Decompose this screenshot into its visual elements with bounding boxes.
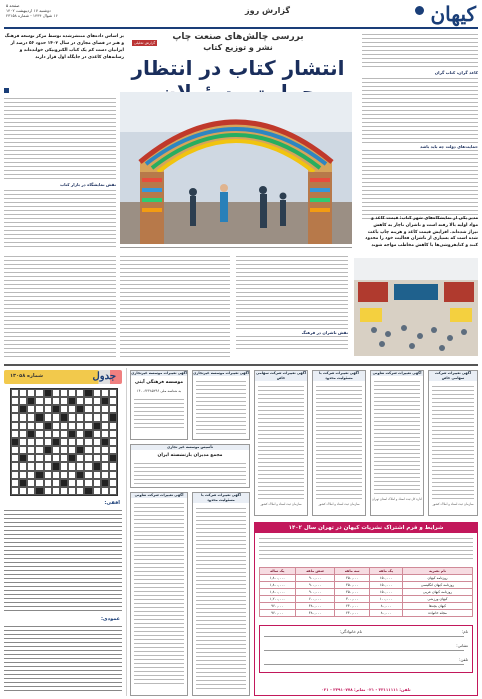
ad-org-name: موسسه فرهنگی آیتی <box>135 380 183 385</box>
table-cell: ۲۴۰,۰۰۰ <box>335 610 369 617</box>
ad-box-col-4 <box>428 370 478 516</box>
vertical-clues <box>4 624 122 694</box>
table-cell: ۱,۸۰۰,۰۰۰ <box>260 575 296 582</box>
book-arch-photo <box>120 92 352 244</box>
ad-body <box>134 461 246 485</box>
ad-body <box>432 384 474 502</box>
ad-heading: آگهی تغییرات موسسه غیرتجاری <box>193 371 249 375</box>
ad-body <box>134 397 184 431</box>
ad-heading: آگهی تغییرات شرکت با مسئولیت محدود <box>193 493 249 503</box>
photo-caption <box>120 245 352 251</box>
second-photo <box>354 258 478 356</box>
table-cell: ۴۵۰,۰۰۰ <box>335 575 369 582</box>
table-row <box>260 596 473 603</box>
book-fair-photo <box>354 258 478 356</box>
ad-box-center-a <box>192 370 250 440</box>
kicker-2: نشر و توزیع کتاب <box>203 43 273 52</box>
table-row <box>260 603 473 610</box>
ad-body <box>258 384 304 502</box>
ad-body <box>374 379 420 497</box>
kicker-1: بررسی چالش‌های صنعت چاپ <box>172 32 304 42</box>
table-cell: ۱۵۰,۰۰۰ <box>369 589 402 596</box>
table-row <box>260 575 473 582</box>
table-cell: کیهان ورزشی <box>403 596 473 603</box>
center-text-left <box>120 254 230 360</box>
table-cell: ۶۰۰,۰۰۰ <box>295 596 335 603</box>
section-divider <box>4 364 478 366</box>
ad-body <box>196 379 246 435</box>
crossword-number: شماره ۱۳۰۵۸ <box>10 373 43 379</box>
table-cell: ۸۰,۰۰۰ <box>369 603 402 610</box>
subscription-form[interactable] <box>259 625 473 673</box>
table-cell: ۴۸۰,۰۰۰ <box>295 610 335 617</box>
ad-box-col-2 <box>312 370 366 516</box>
story-tag: گزارش تحلیلی <box>134 41 156 45</box>
newspaper-logo: کیهان <box>430 2 476 26</box>
blue-bullet-icon <box>4 88 9 93</box>
page-number: صفحه ۵ <box>6 3 20 8</box>
ad-heading: آگهی تغییرات شرکت سهامی خاص <box>429 371 477 381</box>
table-row <box>260 589 473 596</box>
ad-box-center-mid <box>130 444 250 488</box>
masthead-rule <box>4 27 478 29</box>
table-cell: ۱,۸۰۰,۰۰۰ <box>260 582 296 589</box>
ad-box-col-3 <box>370 370 424 516</box>
table-header: یک ماهه <box>369 568 402 575</box>
crossword-section <box>4 368 122 696</box>
table-header: سه ماهه <box>335 568 369 575</box>
table-cell: ۴۵۰,۰۰۰ <box>335 582 369 589</box>
table-cell: ۱۰۰,۰۰۰ <box>369 596 402 603</box>
ad-body <box>134 501 184 685</box>
ad-heading: آگهی تغییرات شرکت تعاونی <box>131 493 187 498</box>
ad-authority: سازمان ثبت اسناد و املاک کشور <box>260 502 302 506</box>
ad-authority: اداره کل ثبت اسناد و املاک استان تهران <box>371 497 423 501</box>
subhead: نقش نمایشگاه در بازار کتاب <box>4 182 116 187</box>
vertical-clues-label: عمودی: <box>100 616 120 622</box>
table-header: یک ساله <box>260 568 296 575</box>
logo-emblem-icon <box>415 6 424 15</box>
headline-area <box>128 32 348 88</box>
column-rule <box>126 368 127 696</box>
table-cell: کیهان بچه‌ها <box>403 603 473 610</box>
horizontal-clues <box>4 508 122 612</box>
subscription-title: شرایط و فرم اشتراک نشریات کیهان در تهران سال ۱۴۰۲ <box>255 523 477 533</box>
ad-box-col-1 <box>254 370 308 516</box>
subhead: حمایت‌های دولت چه باید باشد <box>362 144 478 149</box>
subscription-intro <box>259 536 473 562</box>
table-header: نام نشریه <box>403 568 473 575</box>
table-cell: روزنامه کیهان <box>403 575 473 582</box>
table-cell: ۲۴۰,۰۰۰ <box>335 603 369 610</box>
subhead: کاغذ گران، کتاب گران <box>362 70 478 75</box>
ad-org-name: مجمع مدیران بازنشسته ایران <box>157 453 223 458</box>
form-family-label: نام خانوادگی: <box>339 629 362 634</box>
table-cell: ۱۵۰,۰۰۰ <box>369 582 402 589</box>
table-cell: ۹۰۰,۰۰۰ <box>295 575 335 582</box>
left-bottom-text <box>4 254 116 358</box>
crossword-grid[interactable] <box>10 388 118 496</box>
table-cell: ۹۰۰,۰۰۰ <box>295 589 335 596</box>
ad-heading: آگهی تغییرات شرکت سهامی خاص <box>256 371 306 380</box>
table-cell: ۴۸۰,۰۰۰ <box>295 603 335 610</box>
crossword-title: جدول <box>92 371 116 382</box>
horizontal-clues-label: افقی: <box>104 500 120 506</box>
main-headline: انتشار کتاب در انتظار <box>131 56 345 80</box>
subscription-contact: تلفن: ۳۳۱۱۱۱۱۱ - ۰۲۱ نمابر: ۳۳۹۱۰۷۷۸ - ۰۲۱ <box>321 687 411 692</box>
table-cell: ۹۰۰,۰۰۰ <box>295 582 335 589</box>
right-lead: مدیر یکی از نمایشگاه‌های شهر کتاب: قیمت کاغذ و مواد اولیه بالا رفته است و ناشران ناچار به کاهش تیراژ شده‌اند. افزایش قیمت کاغذ و هزینه چاپ باعث شده است که بسیاری از ناشران فعالیت خود را محدود کنند و کتابفروشی‌ها با کاهش مخاطب مواجه شوند <box>365 216 478 249</box>
table-row <box>260 610 473 617</box>
ad-heading: تأسیس موسسه غیر تجاری <box>131 445 249 450</box>
ad-body <box>196 506 246 690</box>
table-cell: ۱۵۰,۰۰۰ <box>369 575 402 582</box>
ad-box-center-c <box>192 492 250 696</box>
table-cell: ۱,۲۰۰,۰۰۰ <box>260 596 296 603</box>
table-row <box>260 582 473 589</box>
ad-authority: سازمان ثبت اسناد و املاک کشور <box>318 502 360 506</box>
masthead <box>0 0 482 30</box>
table-cell: ۸۰,۰۰۰ <box>369 610 402 617</box>
ad-body <box>316 384 362 502</box>
table-cell: ۴۵۰,۰۰۰ <box>335 589 369 596</box>
left-column-text <box>4 96 116 250</box>
ad-reg-no: به شناسه ملی ۱۴۰۰۶۲۴۸۵۲۹۶ <box>136 389 182 393</box>
table-cell: مجله خانواده <box>403 610 473 617</box>
subscription-table <box>259 567 473 617</box>
ad-heading: آگهی تغییرات شرکت تعاونی <box>372 371 422 375</box>
subhead: نقش ناشران در فرهنگ <box>236 330 348 335</box>
form-line[interactable] <box>264 650 464 651</box>
table-cell: روزنامه کیهان انگلیسی <box>403 582 473 589</box>
table-cell: ۹۶۰,۰۰۰ <box>260 603 296 610</box>
subscription-box <box>254 522 478 696</box>
right-column-text <box>362 32 478 222</box>
table-header: شش ماهه <box>295 568 335 575</box>
center-text-right <box>236 254 348 352</box>
issue-line: ۱۶ شوال ۱۴۴۴ - شماره ۲۳۱۵۸ <box>6 13 58 18</box>
section-title: گزارش روز <box>245 6 290 15</box>
form-line[interactable] <box>264 664 464 665</box>
ad-box-center-top <box>130 370 188 440</box>
ad-heading: آگهی تغییرات موسسه غیرتجاری <box>131 371 187 375</box>
form-address-label: نشانی: <box>456 643 468 648</box>
date-line: دوشنبه ۱۷ اردیبهشت ۱۴۰۲ <box>6 8 51 13</box>
form-name-label: نام: <box>461 629 468 634</box>
form-line[interactable] <box>264 636 464 637</box>
main-photo <box>120 92 352 244</box>
ad-authority: سازمان ثبت اسناد و املاک کشور <box>432 502 474 506</box>
table-cell: ۹۶۰,۰۰۰ <box>260 610 296 617</box>
ad-box-center-b <box>130 492 188 696</box>
ad-heading: آگهی تغییرات شرکت با مسئولیت محدود <box>313 371 365 381</box>
form-phone-label: تلفن: <box>459 657 468 662</box>
left-lead: بر اساس داده‌های منتشرشده توسط مرکز توسعه فرهنگ و هنر در فضای مجازی در سال ۱۴۰۲ حدود ۵۶ درصد از ایرانیان دست کم یک کتاب الکترونیکی خوانده‌اند و رسانه‌های کاغذی در جایگاه اول قرار دارند <box>4 34 124 60</box>
table-cell: ۳۰۰,۰۰۰ <box>335 596 369 603</box>
table-cell: روزنامه کیهان عربی <box>403 589 473 596</box>
table-cell: ۱,۸۰۰,۰۰۰ <box>260 589 296 596</box>
